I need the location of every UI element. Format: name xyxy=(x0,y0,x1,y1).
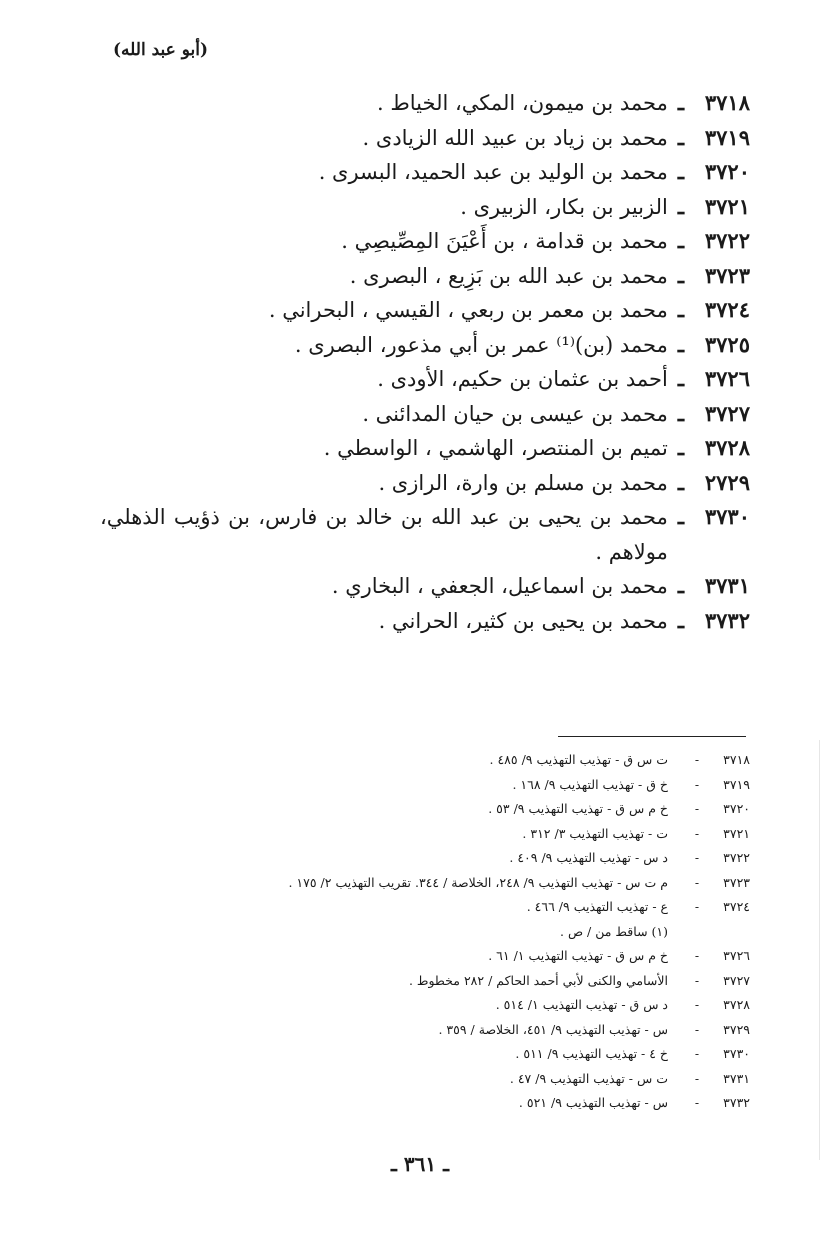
entry-item xyxy=(100,121,750,156)
entry-number: ٣٧٣٢ xyxy=(704,607,750,633)
footnote-dash: - xyxy=(694,1095,700,1110)
entry-text: أحمد بن عثمان بن حكيم، الأودى . xyxy=(377,367,668,391)
footnote-dash: - xyxy=(694,972,700,988)
entry-item xyxy=(100,397,750,432)
footnote-dash: - xyxy=(694,899,700,914)
footnote-number: ٣٧٢٧ xyxy=(723,972,750,988)
scan-margin-line xyxy=(819,740,820,1160)
footnote-text: خ ٤ - تهذيب التهذيب ٩/ ٥١١ . xyxy=(515,1046,668,1061)
footnote-text: س - تهذيب التهذيب ٩/ ٤٥١، الخلاصة / ٣٥٩ . xyxy=(438,1021,668,1037)
footnote-number: ٣٧٣٢ xyxy=(723,1095,750,1110)
footnote-list xyxy=(110,748,750,1116)
entry-dash: ـ xyxy=(677,331,684,357)
entry-text: محمد بن عيسى بن حيان المدائنى . xyxy=(362,401,668,426)
footnote-text: ت س - تهذيب التهذيب ٩/ ٤٧ . xyxy=(509,1070,668,1086)
entry-dash: ـ xyxy=(677,228,684,253)
entry-dash: ـ xyxy=(677,159,684,184)
footnote-item xyxy=(110,1091,750,1116)
entry-number: ٣٧٣١ xyxy=(704,573,750,598)
entry-dash: ـ xyxy=(677,400,684,426)
footnote-text: (١) ساقط من / ص . xyxy=(560,923,668,939)
entry-item xyxy=(100,328,750,363)
entry-text: محمد بن اسماعيل، الجعفي ، البخاري . xyxy=(331,574,668,598)
entry-text: محمد بن قدامة ، بن أَعْيَنَ المِصِّيصِي . xyxy=(341,229,668,253)
entry-number: ٣٧٢٣ xyxy=(704,262,750,288)
entry-number: ٣٧٢١ xyxy=(704,193,750,219)
entry-number: ٣٧٢٨ xyxy=(704,435,750,460)
entry-number: ٣٧٢٢ xyxy=(704,228,750,253)
entry-text: الزبير بن بكار، الزبيرى . xyxy=(460,194,668,219)
entry-text: محمد بن الوليد بن عبد الحميد، البسرى . xyxy=(318,160,668,184)
entry-number: ٣٧٢٤ xyxy=(704,297,750,322)
footnote-number: ٣٧٢٠ xyxy=(723,801,750,816)
entry-item xyxy=(100,431,750,466)
footnote-text: د س ق - تهذيب التهذيب ١/ ٥١٤ . xyxy=(495,997,668,1012)
entry-dash: ـ xyxy=(677,297,684,322)
entry-item xyxy=(100,155,750,190)
entry-text: محمد بن يحيى بن كثير، الحراني . xyxy=(378,608,668,633)
footnote-number: ٣٧٢١ xyxy=(723,825,750,841)
entry-dash: ـ xyxy=(677,607,684,633)
footnote-dash: - xyxy=(694,825,700,841)
footnote-item xyxy=(110,1042,750,1067)
entry-item xyxy=(100,500,750,569)
entry-item xyxy=(100,224,750,259)
entry-number: ٣٧٢٦ xyxy=(704,366,750,391)
footnote-text: الأسامي والكنى لأبي أحمد الحاكم / ٢٨٢ مخطوط . xyxy=(408,972,668,988)
footnote-dash: - xyxy=(694,1070,700,1086)
footnote-item xyxy=(110,773,750,798)
entry-number: ٣٧١٩ xyxy=(704,124,750,150)
footnote-text: م ت س - تهذيب التهذيب ٩/ ٢٤٨، الخلاصة / ٣٤٤. تقريب التهذيب ٢/ ١٧٥ . xyxy=(288,874,668,890)
footnote-item xyxy=(110,944,750,969)
entry-number: ٣٧٣٠ xyxy=(704,504,750,529)
entry-dash: ـ xyxy=(677,573,684,598)
footnote-text: د س - تهذيب التهذيب ٩/ ٤٠٩ . xyxy=(509,850,668,865)
entry-number: ٣٧١٨ xyxy=(704,90,750,115)
footnote-dash: - xyxy=(694,948,700,963)
footnote-dash: - xyxy=(694,752,700,767)
entry-dash: ـ xyxy=(677,124,684,150)
footnote-number: ٣٧٢٢ xyxy=(723,850,750,865)
entry-text: محمد بن مسلم بن وارة، الرازى . xyxy=(378,470,668,495)
entry-dash: ـ xyxy=(677,469,684,495)
entry-item xyxy=(100,190,750,225)
entry-item xyxy=(100,569,750,604)
footnote-text: خ ق - تهذيب التهذيب ٩/ ١٦٨ . xyxy=(512,776,668,792)
entry-dash: ـ xyxy=(677,193,684,219)
footnote-item xyxy=(110,797,750,822)
footnote-text: خ م س ق - تهذيب التهذيب ١/ ٦١ . xyxy=(488,948,668,963)
entry-number: ٣٧٢٠ xyxy=(704,159,750,184)
footnote-item xyxy=(110,846,750,871)
footnote-item xyxy=(110,969,750,994)
footnote-text: ع - تهذيب التهذيب ٩/ ٤٦٦ . xyxy=(526,899,668,914)
entry-item xyxy=(100,362,750,397)
footnote-number: ٣٧٢٣ xyxy=(723,874,750,890)
entry-dash: ـ xyxy=(677,504,684,529)
footnote-dash: - xyxy=(694,997,700,1012)
entry-list xyxy=(100,86,750,638)
footnote-dash: - xyxy=(694,1021,700,1037)
footnote-divider xyxy=(558,736,746,737)
entry-dash: ـ xyxy=(677,262,684,288)
footnote-item xyxy=(110,1067,750,1092)
footnote-text: ت س ق - تهذيب التهذيب ٩/ ٤٨٥ . xyxy=(489,752,668,767)
footnote-number: ٣٧٣٠ xyxy=(723,1046,750,1061)
footnote-item xyxy=(110,748,750,773)
entry-text: محمد بن زياد بن عبيد الله الزيادى . xyxy=(362,125,668,150)
footnote-text: خ م س ق - تهذيب التهذيب ٩/ ٥٣ . xyxy=(488,801,668,816)
entry-text: تميم بن المنتصر، الهاشمي ، الواسطي . xyxy=(323,436,668,460)
entry-text: محمد بن ميمون، المكي، الخياط . xyxy=(377,91,668,115)
entry-item xyxy=(100,293,750,328)
entry-text: محمد بن عبد الله بن بَزِيع ، البصرى . xyxy=(349,263,668,288)
footnote-item xyxy=(110,822,750,847)
footnote-dash: - xyxy=(694,874,700,890)
entry-text: محمد بن معمر بن ربعي ، القيسي ، البحراني . xyxy=(268,298,668,322)
entry-dash: ـ xyxy=(677,366,684,391)
footnote-number: ٣٧١٩ xyxy=(723,776,750,792)
page-number: ـ ٣٦١ ـ xyxy=(391,1152,449,1176)
footnote-number: ٣٧٢٦ xyxy=(723,948,750,963)
entry-number: ٢٧٢٩ xyxy=(704,469,750,495)
footnote-item xyxy=(110,871,750,896)
entry-text: محمد (بن)⁽¹⁾ عمر بن أبي مذعور، البصرى . xyxy=(294,332,668,357)
footnote-item xyxy=(110,895,750,920)
footnote-dash: - xyxy=(694,850,700,865)
footnote-number: ٣٧٢٤ xyxy=(723,899,750,914)
footnote-item xyxy=(110,993,750,1018)
footnote-text: س - تهذيب التهذيب ٩/ ٥٢١ . xyxy=(518,1095,668,1110)
footnote-number: ٣٧٣١ xyxy=(723,1070,750,1086)
footnote-dash: - xyxy=(694,1046,700,1061)
footnote-item xyxy=(110,1018,750,1043)
footnote-number: ٣٧١٨ xyxy=(723,752,750,767)
entry-dash: ـ xyxy=(677,90,684,115)
running-header: (أبو عبد الله) xyxy=(112,40,208,60)
entry-text: محمد بن يحيى بن عبد الله بن خالد بن فارس، بن ذؤيب الذهلي، مولاهم . xyxy=(100,505,668,564)
entry-item xyxy=(100,604,750,639)
entry-number: ٣٧٢٧ xyxy=(704,400,750,426)
footnote-text: ت - تهذيب التهذيب ٣/ ٣١٢ . xyxy=(522,825,668,841)
footnote-number: ٣٧٢٩ xyxy=(723,1021,750,1037)
entry-item xyxy=(100,86,750,121)
footnote-sub-note xyxy=(110,920,750,945)
entry-item xyxy=(100,259,750,294)
entry-item xyxy=(100,466,750,501)
footnote-number: ٣٧٢٨ xyxy=(723,997,750,1012)
footnote-dash: - xyxy=(694,776,700,792)
entry-number: ٣٧٢٥ xyxy=(704,331,750,357)
footnote-dash: - xyxy=(694,801,700,816)
entry-dash: ـ xyxy=(677,435,684,460)
